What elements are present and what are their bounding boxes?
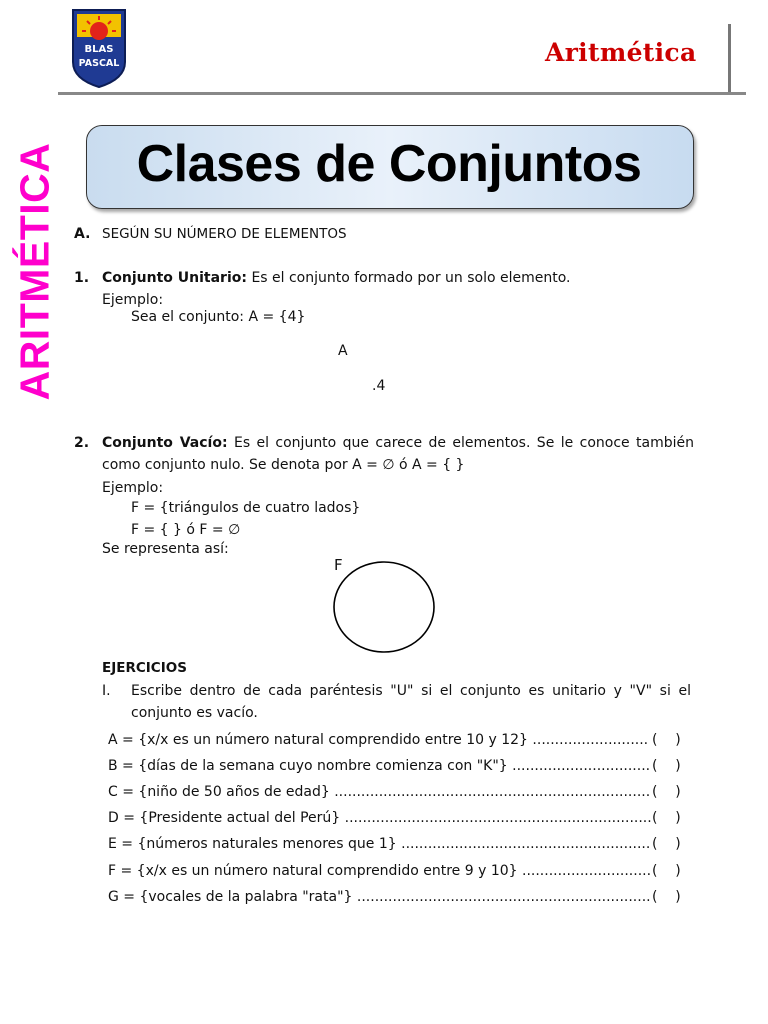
exercise-text: A = {x/x es un número natural comprendido entre 10 y 12} [108, 732, 528, 748]
leader-dots: .................................................................. [352, 888, 651, 905]
exercises-roman: I. [102, 683, 111, 699]
item1-example-text: Sea el conjunto: A = {4} [131, 309, 306, 325]
exercise-row [108, 784, 650, 800]
leader-dots: ..................................................................... [340, 810, 652, 827]
answer-parentheses[interactable]: ( ) [652, 888, 681, 905]
answer-parentheses[interactable]: ( ) [652, 784, 681, 801]
leader-dots: ............................. [517, 862, 652, 879]
item2-represent-text: Se representa así: [102, 541, 229, 557]
leader-dots: ....................................................................... [329, 784, 651, 801]
section-heading: SEGÚN SU NÚMERO DE ELEMENTOS [102, 226, 347, 242]
item2-example-1: F = {triángulos de cuatro lados} [131, 500, 361, 516]
item2-example-2: F = { } ó F = ∅ [131, 522, 241, 538]
item2-term: Conjunto Vacío: [102, 435, 228, 451]
leader-dots: ........................................................ [396, 836, 651, 853]
exercise-text: D = {Presidente actual del Perú} [108, 810, 341, 827]
answer-parentheses[interactable]: ( ) [652, 836, 681, 853]
answer-parentheses[interactable]: ( ) [652, 758, 681, 775]
header-title: Aritmética [545, 38, 697, 67]
answer-parentheses[interactable]: ( ) [652, 732, 681, 748]
answer-parentheses[interactable]: ( ) [652, 862, 681, 879]
header-divider [58, 92, 746, 95]
leader-dots: ............................... [507, 758, 651, 775]
section-marker: A. [74, 226, 91, 242]
exercises-instruction-1: Escribe dentro de cada paréntesis "U" si el conjunto es unitario y "V" si el [131, 683, 691, 699]
exercise-row [108, 889, 651, 905]
exercise-text: E = {números naturales menores que 1} [108, 836, 397, 853]
exercise-text: C = {niño de 50 años de edad} [108, 784, 330, 801]
exercise-text: B = {días de la semana cuyo nombre comienza con "K"} [108, 758, 508, 775]
header-divider-vertical [728, 24, 731, 92]
item1-example-label: Ejemplo: [102, 292, 164, 308]
item2-definition-line1 [102, 435, 694, 451]
item2-definition: Es el conjunto que carece de elementos. Se le conoce también [233, 435, 695, 451]
page-title: Clases de Conjuntos [136, 135, 642, 193]
exercise-row [108, 863, 651, 879]
exercise-row [108, 758, 650, 774]
item1-diagram-label: A [338, 343, 348, 359]
item1-number: 1. [74, 270, 90, 286]
logo-text-blas: BLAS [84, 44, 114, 55]
exercises-heading: EJERCICIOS [102, 660, 187, 676]
exercise-text: G = {vocales de la palabra "rata"} [108, 888, 353, 905]
exercise-row [108, 810, 652, 826]
venn-label-f: F [334, 556, 343, 574]
item1-term: Conjunto Unitario: [102, 270, 247, 286]
exercises-instruction-2: conjunto es vacío. [131, 705, 258, 721]
blas-pascal-logo [70, 7, 128, 89]
leader-dots: .......................... [527, 732, 649, 748]
vertical-subject-label: ARITMÉTICA [11, 142, 58, 401]
exercise-row [108, 732, 648, 748]
exercise-row [108, 836, 650, 852]
item1-definition: Es el conjunto formado por un solo elemento. [251, 270, 571, 286]
item2-definition-line2: como conjunto nulo. Se denota por A = ∅ ó A = { } [102, 457, 465, 473]
exercise-text: F = {x/x es un número natural comprendido entre 9 y 10} [108, 862, 518, 879]
logo-text-pascal: PASCAL [78, 58, 120, 69]
item1-diagram-point: .4 [372, 378, 386, 394]
answer-parentheses[interactable]: ( ) [652, 810, 681, 827]
item2-number: 2. [74, 435, 90, 451]
empty-set-circle [332, 560, 438, 656]
item2-example-label: Ejemplo: [102, 480, 164, 496]
item1-text [102, 270, 571, 286]
